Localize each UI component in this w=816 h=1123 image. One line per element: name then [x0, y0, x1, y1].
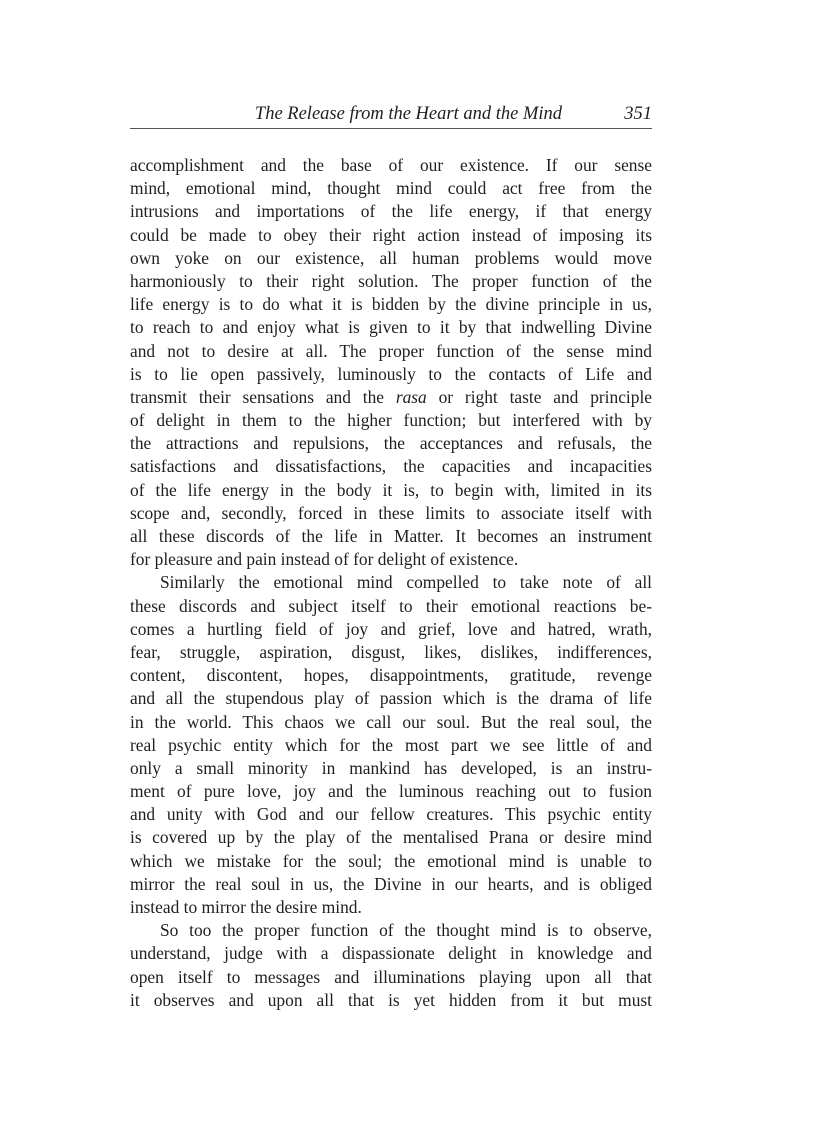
- text-line: could be made to obey their right action instead of imposing its: [130, 224, 652, 245]
- text-line: real psychic entity which for the most part we see little of and: [130, 734, 652, 755]
- text-line: harmoniously to their right solution. The proper function of the: [130, 270, 652, 291]
- text-line: only a small minority in mankind has developed, is an instru-: [130, 757, 652, 778]
- text-line: which we mistake for the soul; the emotional mind is unable to: [130, 850, 652, 871]
- text-line: and all the stupendous play of passion which is the drama of life: [130, 688, 652, 709]
- text-line: in the world. This chaos we call our soul. But the real soul, the: [130, 711, 652, 732]
- text-line: it observes and upon all that is yet hidden from it but must: [130, 989, 652, 1010]
- text-line: ment of pure love, joy and the luminous reaching out to fusion: [130, 781, 652, 802]
- text-line: and unity with God and our fellow creatures. This psychic entity: [130, 804, 652, 825]
- text-line: for pleasure and pain instead of for delight of existence.: [130, 549, 519, 570]
- running-title: The Release from the Heart and the Mind: [254, 104, 562, 124]
- text-line: life energy is to do what it is bidden by the divine principle in us,: [130, 294, 652, 315]
- text-line: the attractions and repulsions, the acceptances and refusals, the: [130, 433, 652, 454]
- text-line: So too the proper function of the thought mind is to observe,: [160, 920, 652, 941]
- text-line: understand, judge with a dispassionate delight in knowledge and: [130, 943, 652, 964]
- text-line: intrusions and importations of the life energy, if that energy: [130, 201, 652, 222]
- text-line: scope and, secondly, forced in these limits to associate itself with: [130, 502, 652, 523]
- text-line: transmit their sensations and the rasa or right taste and principle: [130, 386, 652, 407]
- text-line: all these discords of the life in Matter. It becomes an instrument: [130, 526, 652, 546]
- text-line: mind, emotional mind, thought mind could act free from the: [130, 178, 652, 199]
- text-line: satisfactions and dissatisfactions, the capacities and incapacities: [130, 456, 652, 477]
- book-page: [130, 0, 652, 1123]
- text-line: fear, struggle, aspiration, disgust, likes, dislikes, indifferences,: [130, 641, 652, 662]
- body-text: [130, 154, 652, 1012]
- text-line: instead to mirror the desire mind.: [130, 897, 362, 917]
- text-line: comes a hurtling field of joy and grief, love and hatred, wrath,: [130, 618, 652, 639]
- text-line: open itself to messages and illuminations playing upon all that: [130, 966, 652, 987]
- text-line: to reach to and enjoy what is given to it by that indwelling Divine: [130, 317, 652, 338]
- text-line: Similarly the emotional mind compelled to take note of all: [160, 572, 652, 593]
- text-line: accomplishment and the base of our existence. If our sense: [130, 155, 652, 175]
- text-line: and not to desire at all. The proper function of the sense mind: [130, 340, 652, 361]
- text-line: content, discontent, hopes, disappointments, gratitude, revenge: [130, 665, 652, 686]
- text-line: of the life energy in the body it is, to begin with, limited in its: [130, 479, 652, 500]
- text-line: is covered up by the play of the mentalised Prana or desire mind: [130, 827, 652, 848]
- text-line: is to lie open passively, luminously to the contacts of Life and: [130, 363, 652, 384]
- text-line: these discords and subject itself to their emotional reactions be-: [130, 595, 652, 616]
- page-number: 351: [624, 104, 652, 124]
- text-line: mirror the real soul in us, the Divine in our hearts, and is obliged: [130, 873, 652, 894]
- italic-term: rasa: [395, 386, 427, 407]
- text-line: own yoke on our existence, all human problems would move: [130, 247, 652, 268]
- text-line: of delight in them to the higher function; but interfered with by: [130, 410, 652, 431]
- running-head: [130, 104, 652, 129]
